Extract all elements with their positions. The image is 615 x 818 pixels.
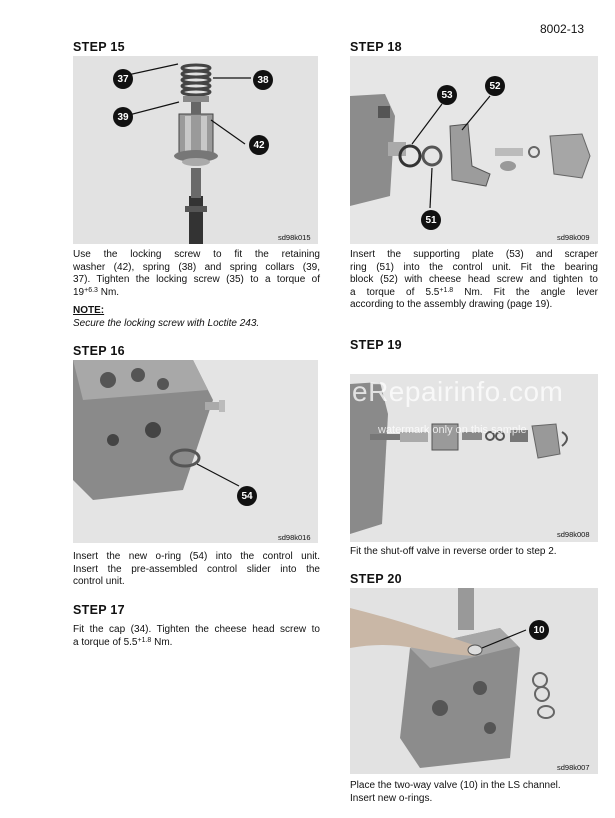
callout-52: 52 [485,76,505,96]
step-15-note-title: NOTE: [73,305,105,316]
step-15-photo [73,56,318,244]
step-15-note-text: Secure the locking screw with Loctite 243. [73,318,260,329]
callout-10: 10 [529,620,549,640]
callout-54: 54 [237,486,257,506]
step-20-image-code: sd98k007 [557,763,590,772]
step-15-title: STEP 15 [73,40,125,54]
step-19-text: Fit the shut-off valve in reverse order to step 2. [350,546,557,557]
step-16-photo [73,360,318,543]
step-19-image-code: sd98k008 [557,530,590,539]
step-16-title: STEP 16 [73,344,125,358]
watermark-subtext: watermark only on this sample [378,424,527,436]
callout-51: 51 [421,210,441,230]
callout-39: 39 [113,107,133,127]
callout-42: 42 [249,135,269,155]
callout-53: 53 [437,85,457,105]
step-15-text: Use the locking screw to fit the retaining washer (42), spring (38) and spring collars (39, 37). Tighten the locking screw (35) to a torque of $19^{+6.3}$ Nm. [73,249,320,298]
step-18-title: STEP 18 [350,40,402,54]
step-19-title: STEP 19 [350,338,402,352]
step-17-text: Fit the cap (34). Tighten the cheese head screw to a torque of $5.5^{+1.8}$ Nm. [73,624,320,648]
step-20-photo [350,588,598,774]
step-18-text: Insert the supporting plate (53) and scraper ring (51) into the control unit. Fit the bearing block (52) with cheese head screw and tighten to a torque of $5.5^{+1.8}$ Nm. Fit the angle lever according to the assembly drawing (page 19). [350,249,598,310]
step-20-title: STEP 20 [350,572,402,586]
watermark-text: eRepairinfo.com [352,376,564,407]
callout-38: 38 [253,70,273,90]
step-16-text: Insert the new o-ring (54) into the control unit. Insert the pre-assembled control slider into the control unit. [73,551,320,587]
step-16-image-code: sd98k016 [278,533,311,542]
step-17-title: STEP 17 [73,603,125,617]
step-20-text: Place the two-way valve (10) in the LS channel. Insert new o-rings. [350,780,561,804]
step-15-image-code: sd98k015 [278,233,311,242]
page-number: 8002-13 [540,22,585,36]
step-18-image-code: sd98k009 [557,233,590,242]
callout-37: 37 [113,69,133,89]
step-18-photo [350,56,598,244]
